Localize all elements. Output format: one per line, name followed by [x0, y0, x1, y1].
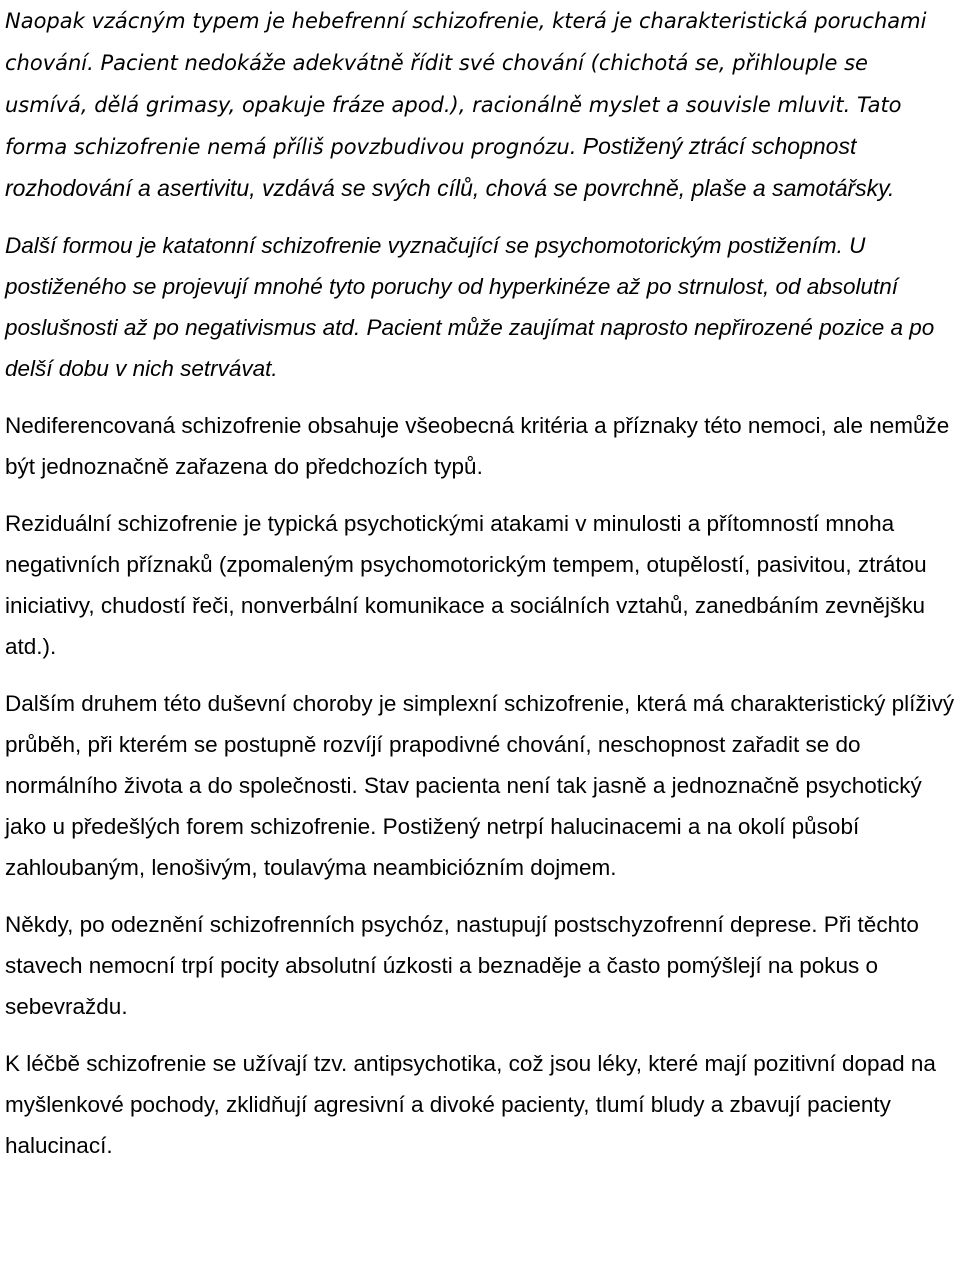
document-page	[5, 0, 957, 1182]
paragraph-simplexni: Dalším druhem této duševní choroby je simplexní schizofrenie, která má charakteristický plíživý průběh, při kterém se postupně rozvíjí prapodivné chování, neschopnost zařadit se do normálního života a do společnosti. Stav pacienta není tak jasně a jednoznačně psychotický jako u předešlých forem schizofrenie. Postižený netrpí halucinacemi a na okolí působí zahloubaným, lenošivým, toulavýma neambiciózním dojmem.	[5, 691, 955, 880]
paragraph-nediferencovana: Nediferencovaná schizofrenie obsahuje všeobecná kritéria a příznaky této nemoci, ale nemůže být jednoznačně zařazena do předchozích typů.	[5, 413, 950, 479]
paragraph-hebefrenni	[5, 0, 957, 209]
paragraph-hebefrenni-part-1: Naopak vzácným typem je hebefrenní schizofrenie, která je charakteristická poruchami chování. Pacient nedokáže adekvátně řídit své chování (chichotá se, přihlouple se usmívá, dělá grimasy, opakuje fráze apod.), racionálně myslet a souvisle mluvit. Tato forma schizofrenie nemá příliš povzbudivou prognózu.	[5, 9, 927, 159]
paragraph-postschyzofrenni: Někdy, po odeznění schizofrenních psychóz, nastupují postschyzofrenní deprese. Při těchto stavech nemocní trpí pocity absolutní úzkosti a beznaděje a často pomýšlejí na pokus o sebevraždu.	[5, 912, 919, 1019]
paragraph-hebefrenni-part-2: Postižený ztrácí schopnost rozhodování a asertivitu, vzdává se svých cílů, chová se povrchně, plaše a samotářsky.	[5, 133, 895, 201]
paragraph-katatonni: Další formou je katatonní schizofrenie vyznačující se psychomotorickým postižením. U postiženého se projevují mnohé tyto poruchy od hyperkinéze až po strnulost, od absolutní poslušnosti až po negativismus atd. Pacient může zaujímat naprosto nepřirozené pozice a po delší dobu v nich setrvávat.	[5, 233, 935, 381]
paragraph-lecba: K léčbě schizofrenie se užívají tzv. antipsychotika, což jsou léky, které mají pozitivní dopad na myšlenkové pochody, zklidňují agresivní a divoké pacienty, tlumí bludy a zbavují pacienty halucinací.	[5, 1051, 936, 1158]
paragraph-rezidualni: Reziduální schizofrenie je typická psychotickými atakami v minulosti a přítomností mnoha negativních příznaků (zpomaleným psychomotorickým tempem, otupělostí, pasivitou, ztrátou iniciativy, chudostí řeči, nonverbální komunikace a sociálních vztahů, zanedbáním zevnějšku atd.).	[5, 511, 927, 659]
